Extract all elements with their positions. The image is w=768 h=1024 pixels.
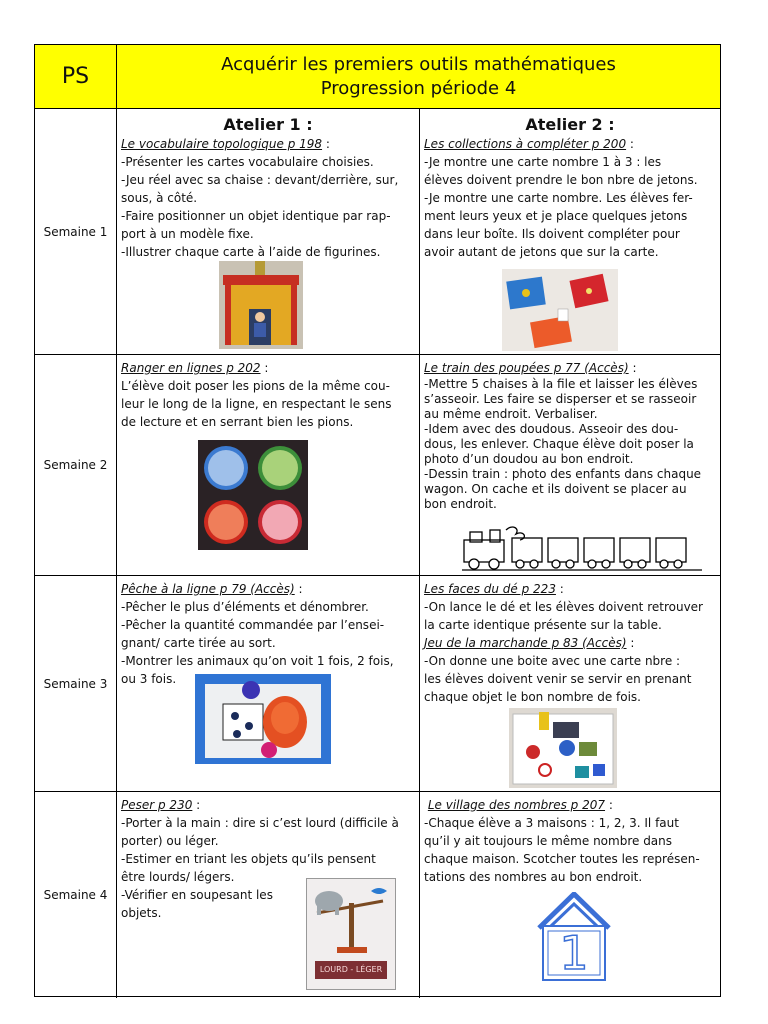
text-line: -Dessin train : photo des enfants dans chaque — [424, 467, 702, 481]
atelier-1-cell — [117, 109, 420, 354]
page-title — [117, 45, 720, 108]
text-line: -Mettre 5 chaises à la file et laisser les élèves — [424, 377, 698, 391]
token-boxes-photo — [502, 269, 618, 351]
week-row-1 — [35, 109, 720, 355]
text-line: avoir autant de jetons que sur la carte. — [424, 245, 659, 259]
text-line: au même endroit. Verbaliser. — [424, 407, 598, 421]
week-label: Semaine 1 — [35, 109, 117, 354]
progression-table — [34, 44, 721, 997]
title-line-1: Acquérir les premiers outils mathématiques — [221, 53, 616, 75]
activity-title: Le train des poupées p 77 (Accès) : — [424, 361, 637, 375]
text-line: élèves doivent prendre le bon nbre de jetons. — [424, 173, 698, 187]
text-line: sous, à côté. — [121, 191, 198, 205]
week-label: Semaine 3 — [35, 576, 117, 791]
text-line: la carte identique présente sur la table. — [424, 618, 662, 632]
text-line: ou 3 fois. — [121, 672, 177, 686]
dollhouse-photo — [219, 261, 303, 349]
week-row-2 — [35, 355, 720, 576]
atelier-2-cell — [420, 355, 720, 575]
text-line: leur le long de la ligne, en respectant le sens — [121, 397, 392, 411]
text-line: -Je montre une carte nombre. Les élèves fer- — [424, 191, 693, 205]
text-line: port à un modèle fixe. — [121, 227, 254, 241]
fishing-game-photo — [195, 674, 331, 764]
text-line: -Jeu réel avec sa chaise : devant/derrière, sur, — [121, 173, 399, 187]
activity-title: Le village des nombres p 207 : — [427, 798, 613, 812]
text-line: dans leur boîte. Ils doivent compléter pour — [424, 227, 680, 241]
activity-title: Ranger en lignes p 202 : — [121, 361, 269, 375]
title-line-2: Progression période 4 — [320, 77, 517, 99]
pion-plates-photo — [198, 440, 308, 550]
market-box-photo — [509, 708, 617, 788]
text-line: L’élève doit poser les pions de la même cou- — [121, 379, 390, 393]
train-drawing — [462, 520, 702, 572]
text-line: -Porter à la main : dire si c’est lourd (difficile à — [121, 816, 399, 830]
text-line: wagon. On cache et ils doivent se placer au — [424, 482, 687, 496]
text-line: bon endroit. — [424, 497, 497, 511]
atelier-2-cell — [420, 109, 720, 354]
atelier-1-cell — [117, 355, 420, 575]
balance-card-photo — [306, 878, 396, 990]
activity-title: Peser p 230 : — [121, 798, 201, 812]
atelier-1-cell — [117, 576, 420, 791]
text-line: -Je montre une carte nombre 1 à 3 : les — [424, 155, 662, 169]
text-line: -Illustrer chaque carte à l’aide de figurines. — [121, 245, 381, 259]
week-row-4 — [35, 792, 720, 998]
text-line: -Idem avec des doudous. Asseoir des dou- — [424, 422, 679, 436]
activity-title: Les collections à compléter p 200 : — [424, 137, 634, 151]
class-code: PS — [35, 45, 117, 108]
text-line: qu’il y ait toujours le même nombre dans — [424, 834, 673, 848]
atelier-2-cell — [420, 792, 720, 998]
header-row — [35, 45, 720, 109]
text-line: -Pêcher la quantité commandée par l’ensei- — [121, 618, 385, 632]
activity-title: Pêche à la ligne p 79 (Accès) : — [121, 582, 303, 596]
activity-title: Le vocabulaire topologique p 198 : — [121, 137, 330, 151]
text-line: -Montrer les animaux qu’on voit 1 fois, 2 fois, — [121, 654, 394, 668]
text-line: -On donne une boite avec une carte nbre : — [424, 654, 681, 668]
text-line: -On lance le dé et les élèves doivent retrouver — [424, 600, 703, 614]
number-house-drawing — [537, 892, 611, 984]
text-line: -Présenter les cartes vocabulaire choisies. — [121, 155, 374, 169]
atelier-2-heading: Atelier 2 : — [525, 115, 615, 134]
text-line: chaque objet le bon nombre de fois. — [424, 690, 641, 704]
text-line: objets. — [121, 906, 162, 920]
week-label: Semaine 4 — [35, 792, 117, 998]
activity-title: Les faces du dé p 223 : — [424, 582, 564, 596]
text-line: -Vérifier en soupesant les — [121, 888, 273, 902]
text-line: porter) ou léger. — [121, 834, 219, 848]
text-line: s’asseoir. Les faire se disperser et se rasseoir — [424, 392, 697, 406]
text-line: être lourds/ légers. — [121, 870, 235, 884]
text-line: chaque maison. Scotcher toutes les représen- — [424, 852, 700, 866]
text-line: dous, les enlever. Chaque élève doit poser la — [424, 437, 694, 451]
text-line: -Chaque élève a 3 maisons : 1, 2, 3. Il faut — [424, 816, 679, 830]
atelier-2-cell — [420, 576, 720, 791]
text-line: tations des nombres au bon endroit. — [424, 870, 643, 884]
text-line: les élèves doivent venir se servir en prenant — [424, 672, 692, 686]
text-line: -Faire positionner un objet identique par rap- — [121, 209, 391, 223]
text-line: -Pêcher le plus d’éléments et dénombrer. — [121, 600, 369, 614]
house-number: 1 — [559, 926, 589, 980]
week-label: Semaine 2 — [35, 355, 117, 575]
atelier-1-cell — [117, 792, 420, 998]
text-line: photo d’un doudou au bon endroit. — [424, 452, 634, 466]
text-line: ment leurs yeux et je place quelques jetons — [424, 209, 688, 223]
week-row-3 — [35, 576, 720, 792]
activity-title-2: Jeu de la marchande p 83 (Accès) : — [424, 636, 635, 650]
text-line: de lecture et en serrant bien les pions. — [121, 415, 354, 429]
balance-card-caption: LOURD - LÉGER — [315, 961, 387, 979]
atelier-1-heading: Atelier 1 : — [223, 115, 313, 134]
text-line: gnant/ carte tirée au sort. — [121, 636, 276, 650]
text-line: -Estimer en triant les objets qu’ils pensent — [121, 852, 376, 866]
